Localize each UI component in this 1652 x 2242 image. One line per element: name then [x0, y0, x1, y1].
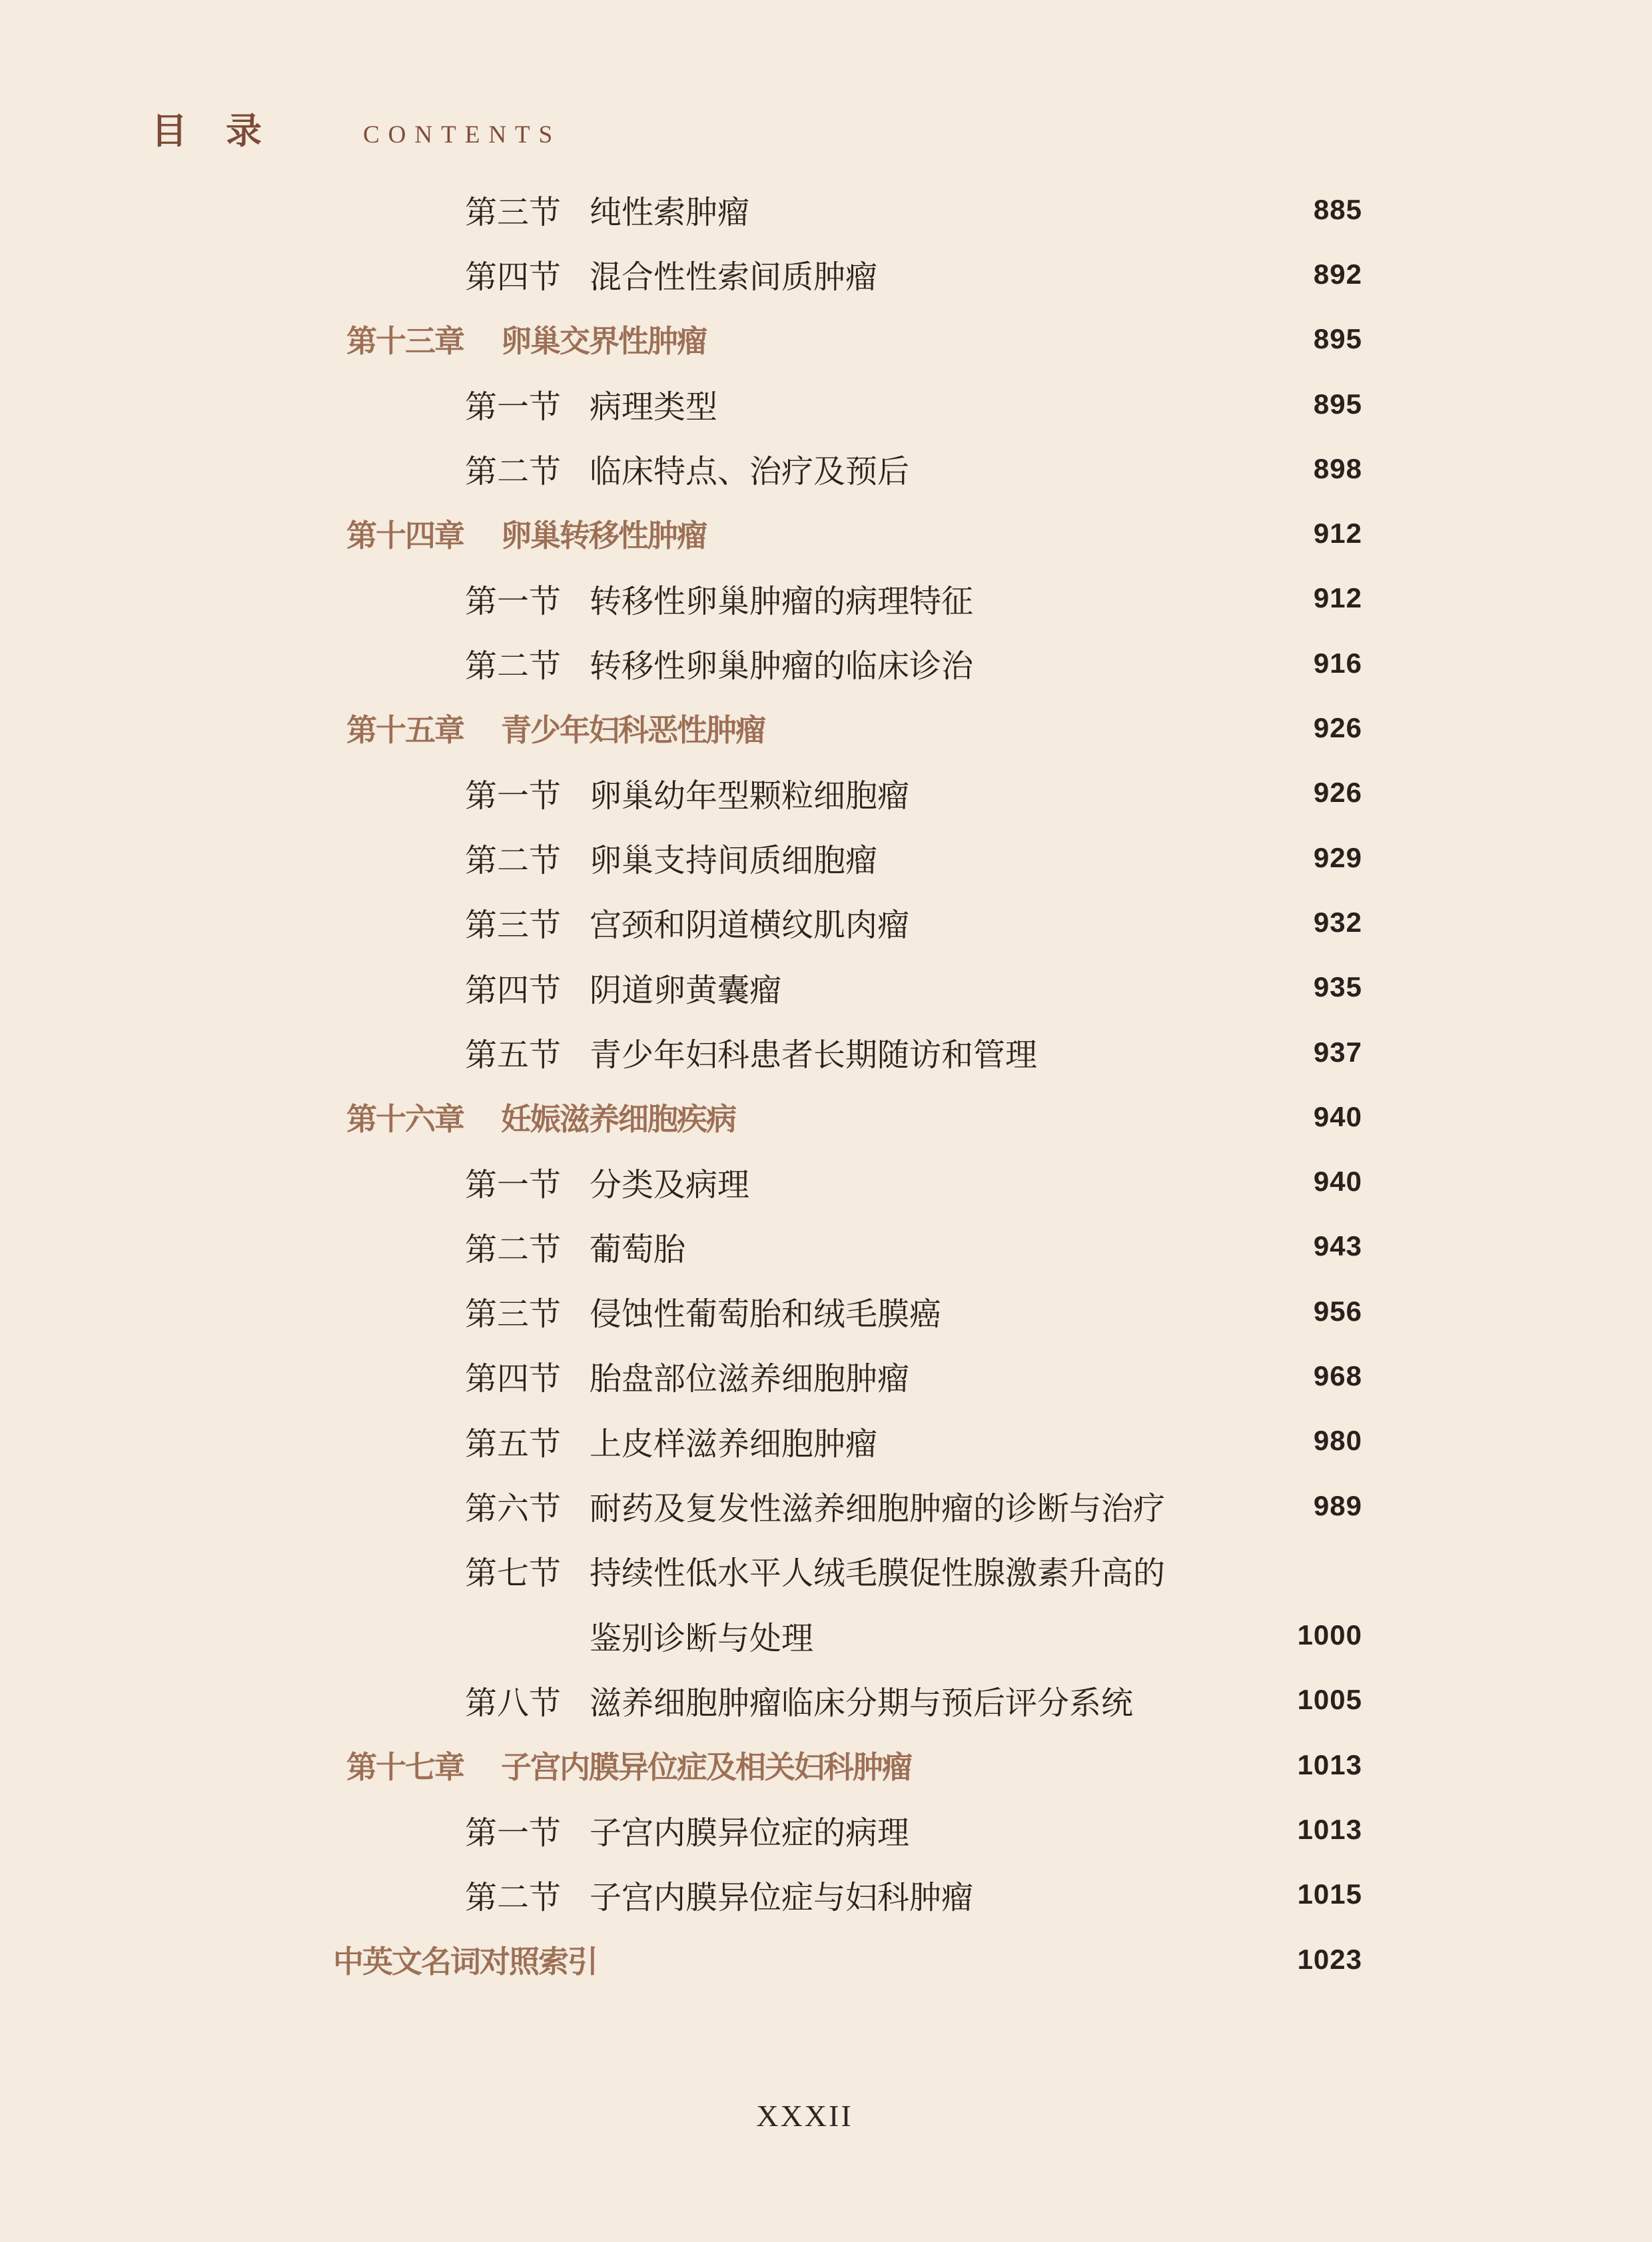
toc-entry: [0, 955, 1652, 1020]
toc-entry: [0, 436, 1652, 501]
entry-label: 第八节: [465, 1685, 562, 1721]
entry-title: 分类及病理: [590, 1167, 750, 1203]
toc-entry: [0, 242, 1652, 306]
entry-page-number: 1013: [1297, 1748, 1362, 1780]
entry-label: 第三节: [465, 1297, 562, 1333]
entry-page-number: 1000: [1297, 1619, 1362, 1651]
entry-title: 青少年妇科恶性肿瘤: [501, 713, 765, 748]
entry-page-number: 912: [1313, 582, 1362, 614]
entry-label: 第十四章: [346, 518, 464, 554]
toc-entry: [0, 372, 1652, 436]
entry-title: 侵蚀性葡萄胎和绒毛膜癌: [590, 1297, 942, 1333]
entry-label: 第一节: [465, 1815, 562, 1851]
toc-list: [0, 177, 1652, 1992]
entry-page-number: 937: [1313, 1036, 1362, 1068]
toc-entry: [0, 695, 1652, 760]
toc-title-english: CONTENTS: [363, 121, 562, 149]
entry-label: 第一节: [465, 390, 562, 426]
entry-page-number: 895: [1313, 323, 1362, 355]
entry-page-number: 980: [1313, 1425, 1362, 1457]
page-header: [151, 107, 561, 149]
entry-title: 纯性索肿瘤: [590, 195, 750, 231]
entry-page-number: 898: [1313, 452, 1362, 484]
entry-title: 宫颈和阴道横纹肌肉瘤: [590, 908, 910, 944]
toc-entry: [0, 1473, 1652, 1538]
entry-label: 第四节: [465, 1361, 562, 1397]
toc-entry: [0, 1343, 1652, 1408]
entry-label: 第十七章: [346, 1749, 464, 1784]
entry-title: 中英文名词对照索引: [333, 1944, 597, 1979]
entry-title: 葡萄胎: [590, 1232, 686, 1268]
toc-entry: [0, 1668, 1652, 1732]
entry-page-number: 912: [1313, 518, 1362, 550]
entry-title: 转移性卵巢肿瘤的病理特征: [590, 583, 974, 619]
entry-page-number: 943: [1313, 1230, 1362, 1262]
entry-page-number: 989: [1313, 1489, 1362, 1521]
entry-page-number: 935: [1313, 971, 1362, 1003]
toc-entry: [0, 1732, 1652, 1797]
toc-entry: [0, 566, 1652, 631]
entry-label: 第二节: [465, 454, 562, 490]
entry-page-number: 1005: [1297, 1684, 1362, 1716]
entry-page-number: 956: [1313, 1295, 1362, 1327]
entry-label: 第四节: [465, 972, 562, 1008]
entry-page-number: 885: [1313, 193, 1362, 225]
entry-page-number: 932: [1313, 906, 1362, 938]
entry-title: 转移性卵巢肿瘤的临床诊治: [590, 649, 974, 685]
entry-title: 持续性低水平人绒毛膜促性腺激素升高的: [590, 1556, 1166, 1592]
entry-title: 上皮样滋养细胞肿瘤: [590, 1426, 878, 1462]
toc-entry: [0, 1603, 1652, 1668]
entry-title: 卵巢交界性肿瘤: [501, 324, 706, 359]
entry-title: 青少年妇科患者长期随访和管理: [590, 1038, 1038, 1073]
entry-page-number: 968: [1313, 1359, 1362, 1391]
entry-label: 第二节: [465, 843, 562, 879]
toc-entry: [0, 1862, 1652, 1927]
entry-page-number: 1013: [1297, 1814, 1362, 1846]
entry-page-number: 940: [1313, 1166, 1362, 1198]
toc-entry: [0, 501, 1652, 565]
toc-entry: [0, 1538, 1652, 1603]
entry-title: 胎盘部位滋养细胞肿瘤: [590, 1361, 910, 1397]
entry-label: 第五节: [465, 1426, 562, 1462]
entry-label: 第十三章: [346, 324, 464, 359]
entry-label: 第一节: [465, 778, 562, 814]
entry-title: 鉴别诊断与处理: [590, 1621, 814, 1657]
entry-label: 第一节: [465, 583, 562, 619]
entry-page-number: 926: [1313, 777, 1362, 809]
toc-entry: [0, 825, 1652, 890]
entry-page-number: 929: [1313, 841, 1362, 873]
toc-entry: [0, 177, 1652, 242]
folio-page-number: XXXII: [756, 2099, 853, 2133]
entry-title: 子宫内膜异位症及相关妇科肿瘤: [501, 1749, 911, 1784]
toc-entry: [0, 1279, 1652, 1343]
entry-title: 卵巢支持间质细胞瘤: [590, 843, 878, 879]
entry-label: 第十五章: [346, 713, 464, 748]
entry-title: 滋养细胞肿瘤临床分期与预后评分系统: [590, 1685, 1134, 1721]
entry-title: 阴道卵黄囊瘤: [590, 972, 782, 1008]
entry-title: 病理类型: [590, 390, 718, 426]
toc-entry: [0, 1020, 1652, 1084]
toc-entry: [0, 1797, 1652, 1862]
entry-label: 第三节: [465, 195, 562, 231]
entry-title: 耐药及复发性滋养细胞肿瘤的诊断与治疗: [590, 1491, 1166, 1527]
entry-label: 第三节: [465, 908, 562, 944]
entry-label: 第六节: [465, 1491, 562, 1527]
entry-label: 第二节: [465, 1232, 562, 1268]
entry-page-number: 916: [1313, 647, 1362, 679]
entry-title: 混合性性索间质肿瘤: [590, 260, 878, 296]
entry-title: 卵巢转移性肿瘤: [501, 518, 706, 554]
entry-title: 子宫内膜异位症的病理: [590, 1815, 910, 1851]
entry-page-number: 892: [1313, 258, 1362, 290]
toc-entry: [0, 1149, 1652, 1214]
entry-label: 第二节: [465, 649, 562, 685]
entry-label: 第七节: [465, 1556, 562, 1592]
toc-title-chinese: 目 录: [151, 111, 263, 151]
entry-title: 卵巢幼年型颗粒细胞瘤: [590, 778, 910, 814]
toc-entry: [0, 1927, 1652, 1992]
toc-entry: [0, 1214, 1652, 1279]
entry-page-number: 940: [1313, 1100, 1362, 1132]
entry-label: 第二节: [465, 1880, 562, 1916]
toc-entry: [0, 631, 1652, 695]
entry-label: 第五节: [465, 1038, 562, 1073]
entry-page-number: 895: [1313, 388, 1362, 420]
entry-page-number: 1023: [1297, 1943, 1362, 1975]
entry-title: 妊娠滋养细胞疾病: [501, 1101, 735, 1136]
entry-title: 临床特点、治疗及预后: [590, 454, 910, 490]
toc-entry: [0, 761, 1652, 825]
entry-label: 第十六章: [346, 1101, 464, 1136]
entry-page-number: 1015: [1297, 1878, 1362, 1910]
toc-entry: [0, 307, 1652, 372]
entry-label: 第四节: [465, 260, 562, 296]
entry-page-number: 926: [1313, 712, 1362, 744]
entry-title: 子宫内膜异位症与妇科肿瘤: [590, 1880, 974, 1916]
toc-entry: [0, 1084, 1652, 1149]
toc-entry: [0, 1409, 1652, 1473]
entry-label: 第一节: [465, 1167, 562, 1203]
toc-entry: [0, 890, 1652, 954]
